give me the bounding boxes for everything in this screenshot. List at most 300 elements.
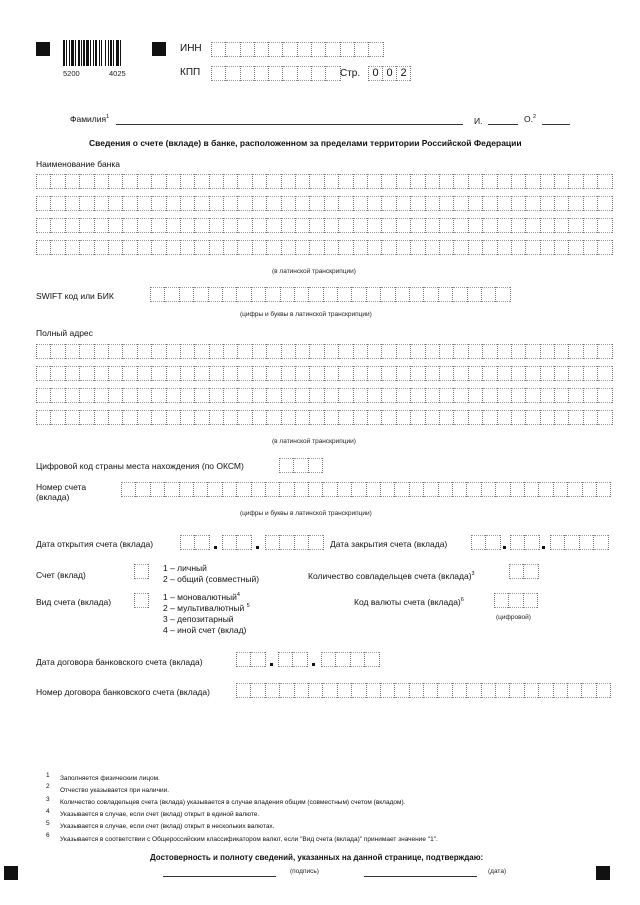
char-cell[interactable] — [584, 344, 598, 359]
char-cell[interactable] — [336, 652, 350, 667]
char-cell[interactable] — [210, 240, 224, 255]
char-cell[interactable] — [138, 240, 152, 255]
char-cell[interactable] — [352, 287, 366, 302]
char-cell[interactable] — [280, 482, 294, 497]
char-cell[interactable] — [524, 593, 538, 608]
char-cell[interactable] — [167, 344, 181, 359]
char-cell[interactable] — [440, 218, 454, 233]
char-cell[interactable] — [368, 174, 382, 189]
char-cell[interactable] — [295, 535, 309, 550]
char-cell[interactable] — [123, 218, 137, 233]
char-cell[interactable] — [469, 388, 483, 403]
char-cell[interactable] — [181, 366, 195, 381]
char-cell[interactable] — [266, 482, 280, 497]
char-cell[interactable] — [310, 344, 324, 359]
char-cell[interactable] — [382, 388, 396, 403]
char-cell[interactable] — [224, 240, 238, 255]
address-row-3[interactable] — [36, 388, 613, 403]
char-cell[interactable] — [253, 218, 267, 233]
char-cell[interactable] — [454, 218, 468, 233]
char-cell[interactable] — [472, 535, 486, 550]
char-cell[interactable] — [51, 240, 65, 255]
char-cell[interactable] — [368, 410, 382, 425]
char-cell[interactable] — [181, 410, 195, 425]
char-cell[interactable] — [152, 410, 166, 425]
char-cell[interactable] — [426, 366, 440, 381]
char-cell[interactable] — [498, 410, 512, 425]
char-cell[interactable] — [439, 482, 453, 497]
char-cell[interactable] — [282, 196, 296, 211]
char-cell[interactable] — [511, 535, 525, 550]
char-cell[interactable] — [223, 287, 237, 302]
char-cell[interactable] — [51, 196, 65, 211]
country-code-field[interactable] — [279, 458, 323, 473]
char-cell[interactable] — [37, 240, 51, 255]
char-cell[interactable] — [310, 366, 324, 381]
char-cell[interactable] — [512, 240, 526, 255]
char-cell[interactable] — [368, 344, 382, 359]
char-cell[interactable] — [555, 196, 569, 211]
char-cell[interactable] — [352, 482, 366, 497]
char-cell[interactable] — [597, 482, 611, 497]
close-date-month[interactable] — [510, 535, 540, 550]
char-cell[interactable] — [181, 344, 195, 359]
char-cell[interactable] — [426, 410, 440, 425]
char-cell[interactable] — [594, 535, 608, 550]
char-cell[interactable] — [109, 344, 123, 359]
char-cell[interactable] — [181, 535, 195, 550]
char-cell[interactable] — [66, 174, 80, 189]
char-cell[interactable] — [267, 196, 281, 211]
char-cell[interactable] — [269, 42, 283, 57]
char-cell[interactable] — [253, 174, 267, 189]
char-cell[interactable] — [395, 683, 409, 698]
char-cell[interactable] — [269, 66, 283, 81]
char-cell[interactable] — [496, 482, 510, 497]
contract-date-year[interactable] — [321, 652, 380, 667]
char-cell[interactable] — [584, 174, 598, 189]
char-cell[interactable] — [95, 366, 109, 381]
char-cell[interactable] — [382, 410, 396, 425]
char-cell[interactable] — [354, 388, 368, 403]
char-cell[interactable] — [555, 218, 569, 233]
char-cell[interactable] — [339, 240, 353, 255]
open-date-day[interactable] — [180, 535, 210, 550]
char-cell[interactable] — [469, 366, 483, 381]
char-cell[interactable] — [295, 287, 309, 302]
char-cell[interactable] — [352, 683, 366, 698]
char-cell[interactable] — [209, 287, 223, 302]
char-cell[interactable] — [411, 240, 425, 255]
char-cell[interactable] — [551, 535, 565, 550]
char-cell[interactable] — [539, 482, 553, 497]
char-cell[interactable] — [555, 240, 569, 255]
char-cell[interactable] — [411, 174, 425, 189]
char-cell[interactable] — [138, 218, 152, 233]
char-cell[interactable] — [152, 196, 166, 211]
char-cell[interactable] — [339, 218, 353, 233]
char-cell[interactable] — [555, 388, 569, 403]
char-cell[interactable] — [580, 535, 594, 550]
char-cell[interactable] — [325, 174, 339, 189]
char-cell[interactable] — [295, 683, 309, 698]
char-cell[interactable] — [138, 388, 152, 403]
char-cell[interactable] — [167, 388, 181, 403]
char-cell[interactable] — [541, 218, 555, 233]
char-cell[interactable] — [483, 196, 497, 211]
date-line[interactable] — [364, 876, 477, 877]
char-cell[interactable] — [208, 482, 222, 497]
char-cell[interactable] — [498, 240, 512, 255]
char-cell[interactable] — [411, 344, 425, 359]
char-cell[interactable] — [440, 174, 454, 189]
char-cell[interactable] — [438, 683, 452, 698]
char-cell[interactable] — [194, 287, 208, 302]
char-cell[interactable] — [266, 535, 280, 550]
char-cell[interactable] — [598, 388, 612, 403]
char-cell[interactable] — [136, 482, 150, 497]
char-cell[interactable] — [396, 287, 410, 302]
char-cell[interactable] — [397, 344, 411, 359]
char-cell[interactable] — [554, 683, 568, 698]
char-cell[interactable] — [541, 344, 555, 359]
kpp-field[interactable] — [211, 66, 341, 81]
char-cell[interactable] — [583, 482, 597, 497]
char-cell[interactable] — [354, 218, 368, 233]
char-cell[interactable] — [152, 366, 166, 381]
char-cell[interactable] — [525, 535, 539, 550]
char-cell[interactable] — [95, 174, 109, 189]
char-cell[interactable] — [426, 174, 440, 189]
char-cell[interactable] — [282, 366, 296, 381]
char-cell[interactable] — [367, 683, 381, 698]
char-cell[interactable] — [109, 174, 123, 189]
char-cell[interactable] — [253, 240, 267, 255]
char-cell[interactable] — [541, 196, 555, 211]
char-cell[interactable] — [195, 410, 209, 425]
char-cell[interactable] — [454, 410, 468, 425]
char-cell[interactable] — [397, 388, 411, 403]
char-cell[interactable] — [310, 196, 324, 211]
char-cell[interactable] — [180, 482, 194, 497]
char-cell[interactable] — [237, 482, 251, 497]
char-cell[interactable] — [469, 174, 483, 189]
char-cell[interactable] — [368, 196, 382, 211]
char-cell[interactable] — [267, 240, 281, 255]
char-cell[interactable] — [296, 344, 310, 359]
char-cell[interactable] — [312, 66, 326, 81]
char-cell[interactable] — [255, 42, 269, 57]
open-date-month[interactable] — [222, 535, 252, 550]
char-cell[interactable] — [526, 196, 540, 211]
char-cell[interactable] — [167, 366, 181, 381]
char-cell[interactable] — [295, 482, 309, 497]
char-cell[interactable] — [526, 174, 540, 189]
char-cell[interactable] — [152, 240, 166, 255]
char-cell[interactable] — [267, 388, 281, 403]
char-cell[interactable] — [51, 218, 65, 233]
char-cell[interactable] — [223, 482, 237, 497]
account-type-field[interactable] — [134, 564, 149, 579]
char-cell[interactable] — [255, 66, 269, 81]
char-cell[interactable] — [310, 240, 324, 255]
char-cell[interactable] — [512, 344, 526, 359]
char-cell[interactable] — [569, 410, 583, 425]
char-cell[interactable] — [541, 410, 555, 425]
char-cell[interactable] — [109, 388, 123, 403]
char-cell[interactable] — [309, 683, 323, 698]
char-cell[interactable] — [467, 683, 481, 698]
char-cell[interactable] — [598, 174, 612, 189]
char-cell[interactable] — [310, 388, 324, 403]
char-cell[interactable] — [338, 683, 352, 698]
contract-date-day[interactable] — [236, 652, 266, 667]
char-cell[interactable] — [282, 410, 296, 425]
char-cell[interactable] — [253, 344, 267, 359]
char-cell[interactable] — [325, 366, 339, 381]
char-cell[interactable] — [426, 240, 440, 255]
char-cell[interactable] — [279, 652, 293, 667]
char-cell[interactable] — [296, 388, 310, 403]
char-cell[interactable] — [238, 196, 252, 211]
char-cell[interactable] — [195, 366, 209, 381]
char-cell[interactable] — [555, 410, 569, 425]
char-cell[interactable] — [381, 287, 395, 302]
char-cell[interactable] — [109, 240, 123, 255]
char-cell[interactable] — [382, 218, 396, 233]
char-cell[interactable] — [309, 458, 323, 473]
char-cell[interactable] — [483, 410, 497, 425]
char-cell[interactable] — [512, 196, 526, 211]
char-cell[interactable] — [512, 174, 526, 189]
char-cell[interactable] — [224, 196, 238, 211]
char-cell[interactable] — [467, 482, 481, 497]
char-cell[interactable] — [252, 287, 266, 302]
char-cell[interactable] — [165, 482, 179, 497]
char-cell[interactable] — [354, 240, 368, 255]
char-cell[interactable] — [66, 240, 80, 255]
char-cell[interactable] — [410, 683, 424, 698]
char-cell[interactable] — [80, 174, 94, 189]
char-cell[interactable] — [237, 652, 251, 667]
char-cell[interactable] — [253, 196, 267, 211]
currency-field[interactable] — [494, 593, 538, 608]
char-cell[interactable] — [181, 388, 195, 403]
char-cell[interactable] — [51, 366, 65, 381]
char-cell[interactable] — [95, 410, 109, 425]
char-cell[interactable] — [280, 458, 294, 473]
char-cell[interactable] — [37, 388, 51, 403]
char-cell[interactable] — [339, 174, 353, 189]
char-cell[interactable] — [483, 218, 497, 233]
char-cell[interactable] — [167, 196, 181, 211]
char-cell[interactable] — [395, 482, 409, 497]
char-cell[interactable] — [267, 366, 281, 381]
char-cell[interactable] — [323, 482, 337, 497]
char-cell[interactable] — [354, 344, 368, 359]
char-cell[interactable] — [498, 218, 512, 233]
char-cell[interactable] — [381, 683, 395, 698]
char-cell[interactable] — [338, 482, 352, 497]
char-cell[interactable] — [454, 174, 468, 189]
char-cell[interactable] — [282, 388, 296, 403]
char-cell[interactable] — [123, 366, 137, 381]
char-cell[interactable] — [411, 388, 425, 403]
char-cell[interactable] — [138, 174, 152, 189]
char-cell[interactable] — [95, 196, 109, 211]
char-cell[interactable] — [167, 218, 181, 233]
char-cell[interactable] — [382, 366, 396, 381]
char-cell[interactable] — [426, 388, 440, 403]
char-cell[interactable] — [212, 42, 226, 57]
char-cell[interactable] — [252, 482, 266, 497]
char-cell[interactable] — [267, 410, 281, 425]
char-cell[interactable] — [584, 388, 598, 403]
char-cell[interactable] — [482, 482, 496, 497]
char-cell[interactable] — [282, 174, 296, 189]
char-cell[interactable] — [283, 42, 297, 57]
char-cell[interactable] — [152, 388, 166, 403]
char-cell[interactable] — [135, 593, 149, 608]
char-cell[interactable] — [324, 287, 338, 302]
char-cell[interactable] — [598, 240, 612, 255]
char-cell[interactable] — [210, 410, 224, 425]
char-cell[interactable] — [526, 388, 540, 403]
char-cell[interactable] — [138, 196, 152, 211]
char-cell[interactable] — [454, 388, 468, 403]
char-cell[interactable] — [123, 240, 137, 255]
char-cell[interactable] — [468, 287, 482, 302]
char-cell[interactable] — [483, 388, 497, 403]
char-cell[interactable] — [410, 287, 424, 302]
char-cell[interactable] — [66, 344, 80, 359]
char-cell[interactable] — [195, 196, 209, 211]
char-cell[interactable] — [454, 344, 468, 359]
char-cell[interactable] — [469, 344, 483, 359]
char-cell[interactable] — [195, 344, 209, 359]
char-cell[interactable] — [296, 366, 310, 381]
char-cell[interactable] — [241, 66, 255, 81]
char-cell[interactable] — [354, 196, 368, 211]
char-cell[interactable] — [267, 218, 281, 233]
char-cell[interactable] — [310, 218, 324, 233]
open-date-year[interactable] — [265, 535, 324, 550]
char-cell[interactable] — [298, 42, 312, 57]
char-cell[interactable] — [382, 344, 396, 359]
char-cell[interactable] — [598, 196, 612, 211]
char-cell[interactable] — [569, 388, 583, 403]
char-cell[interactable] — [569, 218, 583, 233]
char-cell[interactable] — [80, 240, 94, 255]
char-cell[interactable] — [312, 42, 326, 57]
char-cell[interactable] — [510, 564, 524, 579]
char-cell[interactable] — [109, 196, 123, 211]
char-cell[interactable] — [37, 174, 51, 189]
char-cell[interactable] — [322, 652, 336, 667]
char-cell[interactable] — [309, 287, 323, 302]
char-cell[interactable] — [238, 240, 252, 255]
char-cell[interactable] — [310, 410, 324, 425]
char-cell[interactable] — [339, 388, 353, 403]
char-cell[interactable] — [195, 218, 209, 233]
initial-o-field[interactable] — [542, 124, 570, 125]
bank-name-row-3[interactable] — [36, 218, 613, 233]
char-cell[interactable] — [598, 344, 612, 359]
char-cell[interactable] — [80, 196, 94, 211]
char-cell[interactable] — [325, 218, 339, 233]
char-cell[interactable] — [541, 388, 555, 403]
char-cell[interactable] — [411, 196, 425, 211]
char-cell[interactable] — [525, 482, 539, 497]
char-cell[interactable] — [95, 218, 109, 233]
char-cell[interactable] — [339, 344, 353, 359]
char-cell[interactable] — [541, 174, 555, 189]
char-cell[interactable] — [382, 240, 396, 255]
char-cell[interactable] — [195, 388, 209, 403]
char-cell[interactable] — [486, 535, 500, 550]
char-cell[interactable] — [325, 196, 339, 211]
char-cell[interactable] — [541, 366, 555, 381]
char-cell[interactable] — [66, 218, 80, 233]
char-cell[interactable] — [195, 535, 209, 550]
char-cell[interactable] — [453, 683, 467, 698]
char-cell[interactable] — [95, 344, 109, 359]
char-cell[interactable] — [223, 535, 237, 550]
char-cell[interactable] — [210, 196, 224, 211]
char-cell[interactable] — [138, 366, 152, 381]
char-cell[interactable] — [440, 410, 454, 425]
char-cell[interactable] — [122, 482, 136, 497]
char-cell[interactable] — [266, 287, 280, 302]
char-cell[interactable] — [397, 218, 411, 233]
char-cell[interactable] — [341, 42, 355, 57]
char-cell[interactable] — [569, 344, 583, 359]
char-cell[interactable] — [410, 482, 424, 497]
char-cell[interactable] — [426, 344, 440, 359]
char-cell[interactable] — [109, 218, 123, 233]
char-cell[interactable] — [598, 366, 612, 381]
char-cell[interactable] — [212, 66, 226, 81]
char-cell[interactable] — [483, 344, 497, 359]
char-cell[interactable] — [165, 287, 179, 302]
char-cell[interactable] — [123, 344, 137, 359]
char-cell[interactable] — [51, 344, 65, 359]
char-cell[interactable] — [355, 42, 369, 57]
char-cell[interactable] — [598, 410, 612, 425]
char-cell[interactable] — [397, 174, 411, 189]
char-cell[interactable] — [598, 218, 612, 233]
char-cell[interactable] — [210, 366, 224, 381]
char-cell[interactable] — [440, 388, 454, 403]
char-cell[interactable] — [310, 174, 324, 189]
char-cell[interactable] — [294, 458, 308, 473]
char-cell[interactable] — [426, 196, 440, 211]
char-cell[interactable] — [525, 683, 539, 698]
char-cell[interactable] — [440, 366, 454, 381]
char-cell[interactable] — [369, 42, 383, 57]
char-cell[interactable] — [482, 287, 496, 302]
char-cell[interactable] — [167, 174, 181, 189]
char-cell[interactable] — [66, 366, 80, 381]
char-cell[interactable] — [498, 388, 512, 403]
char-cell[interactable] — [351, 652, 365, 667]
char-cell[interactable] — [95, 388, 109, 403]
char-cell[interactable] — [37, 344, 51, 359]
char-cell[interactable] — [123, 410, 137, 425]
char-cell[interactable] — [226, 42, 240, 57]
char-cell[interactable] — [66, 410, 80, 425]
char-cell[interactable] — [80, 344, 94, 359]
